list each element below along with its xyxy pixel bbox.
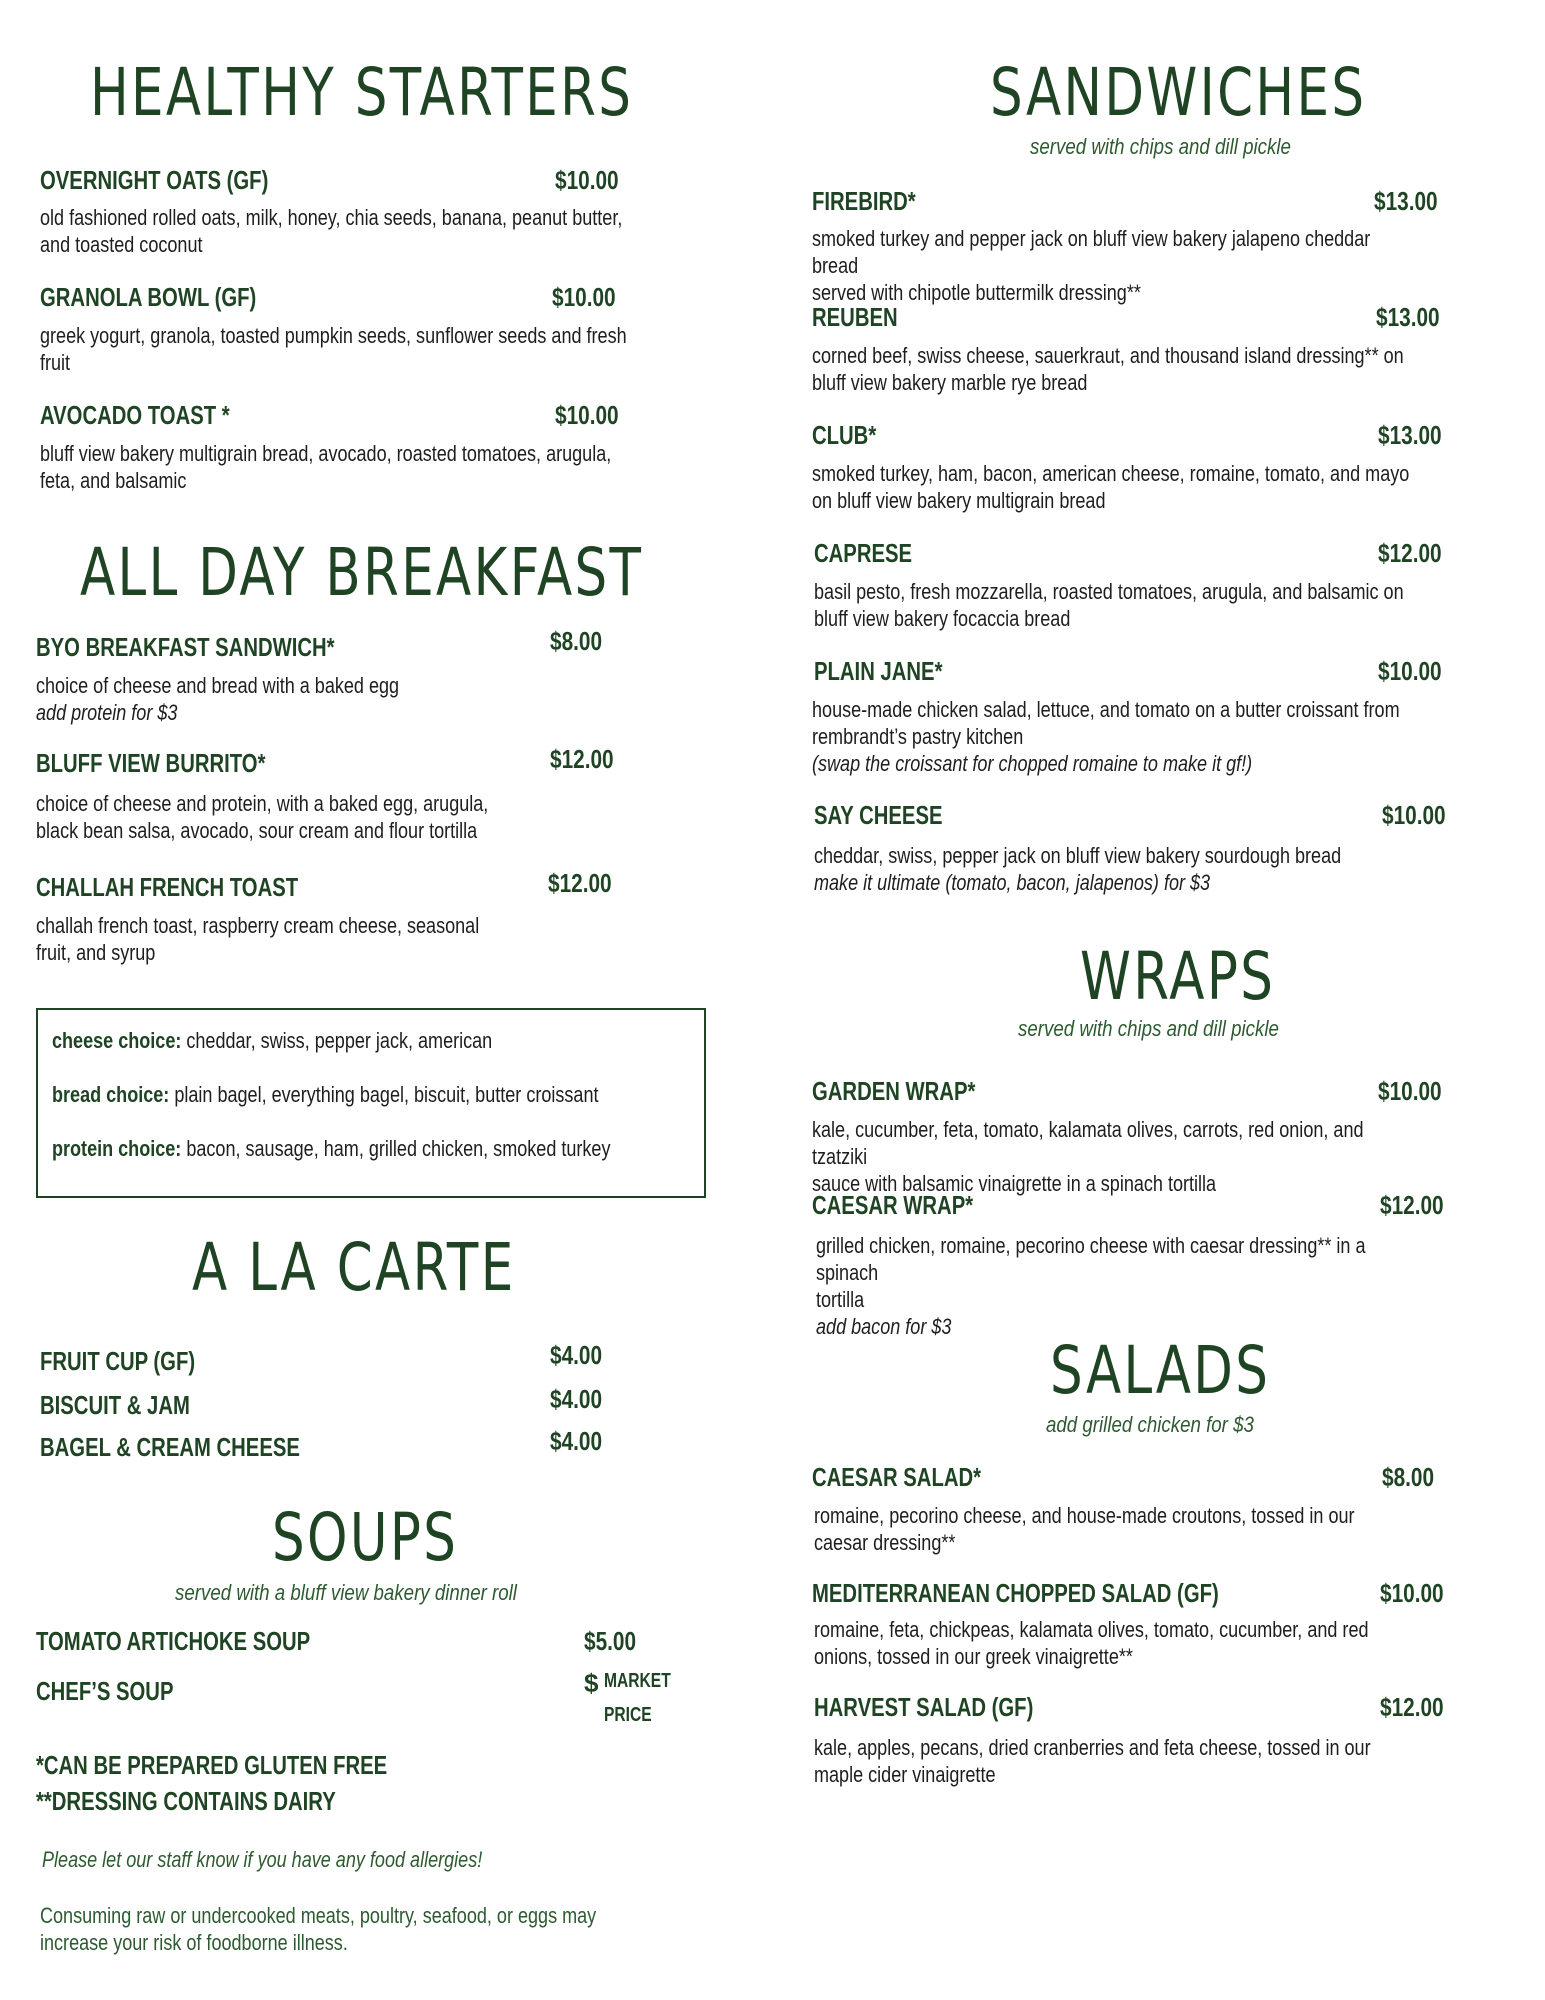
item-name: OVERNIGHT OATS (GF) [40,165,269,195]
cheese-choice [52,1028,492,1054]
section-title-healthy-starters: HEALTHY STARTERS [90,54,634,131]
item-name: REUBEN [812,302,898,332]
desc-note: add bacon for $3 [816,1314,952,1339]
desc-line: romaine, feta, chickpeas, kalamata olives, tomato, cucumber, and red [814,1617,1369,1642]
item-desc [36,672,399,726]
choice-value: plain bagel, everything bagel, biscuit, butter croissant [174,1082,599,1107]
price-symbol: $ [584,1668,599,1698]
item-price: $12.00 [1380,1190,1444,1220]
item-name: CAESAR WRAP* [812,1190,974,1220]
item-name: BAGEL & CREAM CHEESE [40,1432,300,1462]
item-desc [814,1734,1371,1788]
desc-line: basil pesto, fresh mozzarella, roasted tomatoes, arugula, and balsamic on [814,579,1404,604]
foodborne-warning [40,1902,596,1956]
warning-line: increase your risk of foodborne illness. [40,1930,348,1955]
desc-line: fruit, and syrup [36,940,156,965]
item-price: $10.00 [555,165,619,195]
dairy-footnote: **DRESSING CONTAINS DAIRY [36,1786,336,1816]
gluten-free-footnote: *CAN BE PREPARED GLUTEN FREE [36,1750,388,1780]
desc-line: cheddar, swiss, pepper jack on bluff view bakery sourdough bread [814,843,1342,868]
item-price: $10.00 [1378,1076,1442,1106]
item-desc [812,460,1409,514]
item-desc [812,696,1400,777]
desc-line: sauce with balsamic vinaigrette in a spinach tortilla [812,1171,1217,1196]
item-desc [814,842,1341,896]
desc-line: smoked turkey, ham, bacon, american cheese, romaine, tomato, and mayo [812,461,1410,486]
desc-line: kale, apples, pecans, dried cranberries and feta cheese, tossed in our [814,1735,1371,1760]
choice-value: bacon, sausage, ham, grilled chicken, smoked turkey [186,1136,611,1161]
item-desc [814,578,1404,632]
section-subtitle: add grilled chicken for $3 [1046,1412,1254,1437]
item-desc [812,225,1413,306]
item-price: $13.00 [1376,302,1440,332]
item-desc [816,1232,1414,1340]
desc-note: add protein for $3 [36,700,178,725]
desc-line: greek yogurt, granola, toasted pumpkin seeds, sunflower seeds and fresh [40,323,627,348]
choice-label: bread choice: [52,1082,170,1107]
item-price: $12.00 [548,868,612,898]
desc-line: fruit [40,350,71,375]
item-price: $10.00 [1382,800,1446,830]
desc-line: house-made chicken salad, lettuce, and tomato on a butter croissant from [812,697,1400,722]
item-name: CHEF’S SOUP [36,1676,174,1706]
item-desc [36,912,479,966]
protein-choice [52,1136,610,1162]
item-price: $10.00 [555,400,619,430]
item-desc [812,1116,1413,1197]
desc-line: smoked turkey and pepper jack on bluff view bakery jalapeno cheddar bread [812,226,1371,278]
section-title-sandwiches: SANDWICHES [990,54,1367,131]
desc-line: grilled chicken, romaine, pecorino cheese with caesar dressing** in a spinach [816,1233,1366,1285]
item-price: $10.00 [552,282,616,312]
desc-line: kale, cucumber, feta, tomato, kalamata olives, carrots, red onion, and tzatziki [812,1117,1364,1169]
item-name: BISCUIT & JAM [40,1390,190,1420]
item-price: $12.00 [550,744,614,774]
price-line: PRICE [604,1704,652,1726]
item-desc [40,322,627,376]
item-price: $8.00 [550,626,603,656]
choice-label: cheese choice: [52,1028,182,1053]
section-subtitle: served with chips and dill pickle [1018,1016,1279,1041]
price-line: MARKET [604,1670,671,1692]
item-price: $4.00 [550,1384,603,1414]
item-name: BLUFF VIEW BURRITO* [36,748,266,778]
desc-line: old fashioned rolled oats, milk, honey, chia seeds, banana, peanut butter, [40,205,623,230]
item-price: $4.00 [550,1426,603,1456]
item-desc [36,790,488,844]
item-name: MEDITERRANEAN CHOPPED SALAD (GF) [812,1578,1219,1608]
allergy-notice: Please let our staff know if you have any food allergies! [42,1847,483,1872]
item-name: PLAIN JANE* [814,656,943,686]
item-price: $8.00 [1382,1462,1435,1492]
desc-line: served with chipotle buttermilk dressing** [812,280,1141,305]
item-price: $4.00 [550,1340,603,1370]
item-name: FIREBIRD* [812,186,916,216]
choice-label: protein choice: [52,1136,182,1161]
item-name: AVOCADO TOAST * [40,400,230,430]
item-price: $10.00 [1378,656,1442,686]
desc-note: make it ultimate (tomato, bacon, jalapenos) for $3 [814,870,1211,895]
item-name: BYO BREAKFAST SANDWICH* [36,632,335,662]
choices-box [36,1008,706,1198]
desc-line: choice of cheese and protein, with a baked egg, arugula, [36,791,489,816]
section-title-all-day-breakfast: ALL DAY BREAKFAST [80,534,644,611]
item-price: $13.00 [1378,420,1442,450]
item-name: HARVEST SALAD (GF) [814,1692,1034,1722]
item-desc [812,342,1404,396]
item-name: CAESAR SALAD* [812,1462,982,1492]
desc-note: (swap the croissant for chopped romaine to make it gf!) [812,751,1253,776]
section-title-wraps: WRAPS [1080,938,1276,1015]
desc-line: maple cider vinaigrette [814,1762,996,1787]
desc-line: corned beef, swiss cheese, sauerkraut, and thousand island dressing** on [812,343,1404,368]
item-name: SAY CHEESE [814,800,943,830]
desc-line: caesar dressing** [814,1530,956,1555]
desc-line: tortilla [816,1287,865,1312]
item-desc [814,1502,1355,1556]
item-name: CAPRESE [814,538,913,568]
desc-line: bluff view bakery focaccia bread [814,606,1071,631]
item-price: $13.00 [1374,186,1438,216]
item-name: TOMATO ARTICHOKE SOUP [36,1626,311,1656]
desc-line: feta, and balsamic [40,468,187,493]
item-desc [40,440,611,494]
section-subtitle: served with a bluff view bakery dinner roll [175,1580,517,1605]
item-name: CHALLAH FRENCH TOAST [36,872,299,902]
section-title-soups: SOUPS [272,1499,459,1576]
item-desc [814,1616,1369,1670]
bread-choice [52,1082,599,1108]
item-name: GARDEN WRAP* [812,1076,976,1106]
item-desc [40,204,622,258]
item-price: $10.00 [1380,1578,1444,1608]
section-subtitle: served with chips and dill pickle [1030,134,1291,159]
item-price: $12.00 [1378,538,1442,568]
desc-line: rembrandt’s pastry kitchen [812,724,1024,749]
desc-line: bluff view bakery marble rye bread [812,370,1088,395]
desc-line: and toasted coconut [40,232,203,257]
choice-value: cheddar, swiss, pepper jack, american [186,1028,493,1053]
desc-line: romaine, pecorino cheese, and house-made croutons, tossed in our [814,1503,1355,1528]
desc-line: onions, tossed in our greek vinaigrette** [814,1644,1133,1669]
desc-line: black bean salsa, avocado, sour cream and flour tortilla [36,818,478,843]
item-name: GRANOLA BOWL (GF) [40,282,257,312]
desc-line: challah french toast, raspberry cream cheese, seasonal [36,913,480,938]
item-name: CLUB* [812,420,877,450]
item-price: $12.00 [1380,1692,1444,1722]
item-name: FRUIT CUP (GF) [40,1346,196,1376]
desc-line: bluff view bakery multigrain bread, avocado, roasted tomatoes, arugula, [40,441,612,466]
desc-line: choice of cheese and bread with a baked egg [36,673,400,698]
section-title-salads: SALADS [1050,1332,1271,1409]
desc-line: on bluff view bakery multigrain bread [812,488,1106,513]
section-title-a-la-carte: A LA CARTE [192,1229,516,1306]
item-price: $5.00 [584,1626,637,1656]
warning-line: Consuming raw or undercooked meats, poultry, seafood, or eggs may [40,1903,597,1928]
